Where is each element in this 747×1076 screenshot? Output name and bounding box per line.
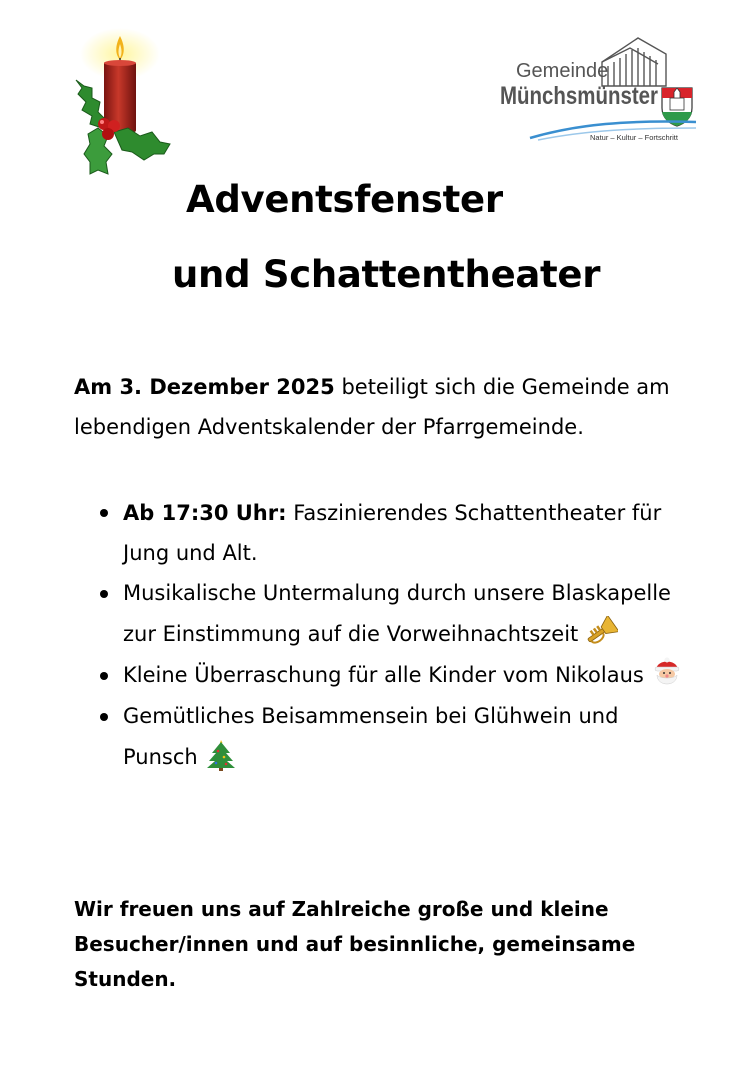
- trumpet-icon: [584, 616, 618, 648]
- santa-icon: [650, 657, 684, 689]
- list-item: [74, 573, 694, 655]
- list-item-text: Kleine Überraschung für alle Kinder vom Nikolaus: [123, 663, 644, 687]
- closing-text: Wir freuen uns auf Zahlreiche große und kleine Besucher/innen und auf besinnliche, gemeinsame Stunden.: [74, 897, 636, 991]
- candle-holly-icon: [68, 28, 178, 176]
- page-title-line2: und Schattentheater: [172, 253, 601, 296]
- list-item-text: Faszinierendes Schattentheater für Jung und Alt.: [123, 501, 662, 565]
- building-icon: [602, 38, 666, 86]
- list-item: [74, 655, 694, 696]
- christmas-tree-icon: [204, 739, 238, 771]
- intro-text: beteiligt sich die Gemeinde am lebendigen Adventskalender der Pfarrgemeinde.: [74, 375, 670, 439]
- list-item-text: Gemütliches Beisammensein bei Glühwein und Punsch: [123, 704, 619, 769]
- logo-tagline: Natur – Kultur – Fortschritt: [590, 133, 678, 142]
- list-item: [74, 493, 694, 573]
- intro-paragraph: [74, 367, 694, 447]
- municipality-logo: [498, 32, 698, 146]
- start-time: Ab 17:30 Uhr:: [123, 501, 287, 525]
- event-date: Am 3. Dezember 2025: [74, 375, 335, 399]
- page-title-line1: Adventsfenster: [186, 178, 503, 221]
- logo-line2: Münchsmünster: [500, 82, 659, 110]
- list-item-text: Musikalische Untermalung durch unsere Blaskapelle zur Einstimmung auf die Vorweihnachtszeit: [123, 581, 671, 646]
- program-list: [74, 493, 694, 778]
- list-item: [74, 696, 694, 778]
- logo-line1: Gemeinde: [516, 60, 609, 82]
